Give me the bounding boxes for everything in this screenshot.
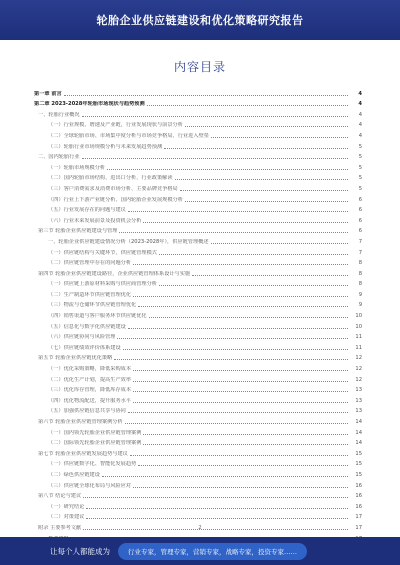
toc-entry-page: 7 (358, 249, 362, 256)
toc-leader-dots (128, 411, 348, 413)
toc-entry-text: 第八节 结论与建议 (38, 493, 82, 500)
toc-entry[interactable] (34, 224, 362, 235)
toc-entry[interactable] (34, 383, 362, 394)
toc-entry[interactable] (34, 308, 362, 319)
toc-leader-dots (133, 390, 348, 392)
toc-leader-dots (164, 147, 348, 149)
footer-brand-text: 让每个人都能成为 (50, 546, 110, 556)
toc-leader-dots (211, 242, 348, 244)
toc-entry-page: 6 (358, 196, 362, 203)
toc-entry-text: （一）供应链结构与关键环节，供应链管理模式 (48, 249, 157, 256)
toc-entry[interactable] (34, 425, 362, 436)
toc-leader-dots (138, 464, 348, 466)
toc-entry[interactable] (34, 499, 362, 510)
toc-entry[interactable] (34, 404, 362, 415)
toc-entry-text: （一）研究结论 (48, 503, 85, 510)
toc-leader-dots (147, 104, 348, 106)
toc-entry[interactable] (34, 414, 362, 425)
toc-entry-page: 13 (355, 408, 362, 415)
toc-entry[interactable] (34, 467, 362, 478)
toc-leader-dots (133, 369, 348, 371)
toc-entry-text: （六）供应链协同与风险管理 (48, 334, 116, 341)
toc-entry[interactable] (34, 510, 362, 521)
toc-entry-text: 二、国内轮胎行业 (38, 154, 80, 161)
toc-leader-dots (102, 475, 348, 477)
toc-leader-dots (159, 284, 348, 286)
toc-leader-dots (143, 433, 348, 435)
toc-entry-page: 8 (358, 281, 362, 288)
toc-leader-dots (211, 136, 348, 138)
toc-entry-page: 4 (358, 101, 362, 108)
toc-heading: 内容目录 (173, 60, 226, 74)
toc-entry[interactable] (34, 150, 362, 161)
toc-entry-page: 4 (358, 111, 362, 118)
toc-entry-page: 17 (355, 524, 362, 531)
toc-entry[interactable] (34, 266, 362, 277)
toc-entry[interactable] (34, 128, 362, 139)
toc-entry-page: 8 (358, 270, 362, 277)
toc-leader-dots (82, 157, 348, 159)
toc-entry-text: 第四节 轮胎企业供应链建设路径，企业供应链管理体系设计与实施 (38, 270, 191, 277)
toc-leader-dots (138, 305, 348, 307)
toc-entry-text: （三）客户消费需求及消费市场分析、主要品牌竞争格局 (48, 185, 178, 192)
toc-entry-page: 15 (355, 471, 362, 478)
toc-leader-dots (130, 454, 348, 456)
toc-entry-text: （一）轮胎市场规模分析 (48, 164, 106, 171)
toc-entry[interactable] (34, 372, 362, 383)
toc-entry-page: 12 (355, 366, 362, 373)
toc-entry[interactable] (34, 181, 362, 192)
toc-entry[interactable] (34, 86, 362, 97)
toc-entry-text: （四）行业上下游产业链分析、国内轮胎企业发展规模分析 (48, 196, 183, 203)
toc-leader-dots (119, 231, 348, 233)
toc-leader-dots (192, 274, 348, 276)
toc-entry-text: （一）供应链上游原材料采购与供应商管理分析 (48, 281, 157, 288)
toc-entry-text: （二）国内轮胎市场结构、进出口分析、行业政策解读 (48, 175, 173, 182)
toc-entry[interactable] (34, 118, 362, 129)
toc-entry-text: （一）行业规模、增速及产业链，行业发展现状与前景分析 (48, 122, 183, 129)
toc-entry-text: （三）轮胎行业市场规模分析与未来发展趋势预测 (48, 143, 163, 150)
toc-entry-page: 7 (358, 238, 362, 245)
toc-entry-text: （二）全球轮胎市场、市场集中度分析与市场竞争格局、行业进入壁垒 (48, 132, 209, 139)
toc-leader-dots (149, 316, 348, 318)
toc-entry-page: 4 (358, 122, 362, 129)
toc-leader-dots (123, 348, 348, 350)
toc-entry-text: （六）行业未来发展前景及投资机会分析 (48, 217, 142, 224)
toc-entry-page: 5 (358, 175, 362, 182)
toc-entry-page: 10 (355, 323, 362, 330)
toc-leader-dots (133, 401, 348, 403)
toc-entry[interactable] (34, 245, 362, 256)
toc-entry[interactable] (34, 107, 362, 118)
page-number: 2 (198, 525, 202, 531)
toc-entry-page: 14 (355, 419, 362, 425)
toc-entry-text: （一）国内领先轮胎企业供应链管理案例 (48, 429, 142, 436)
toc-entry-page: 8 (358, 260, 362, 267)
toc-entry-text: （三）物流与仓储环节供应链管理优化 (48, 302, 137, 309)
toc-leader-dots (143, 443, 348, 445)
toc-entry-page: 5 (358, 185, 362, 192)
toc-entry-text: （二）供应链管理中存在的问题分析 (48, 260, 132, 267)
toc-entry-page: 5 (358, 143, 362, 150)
toc-entry-text: 第七节 轮胎企业供应链发展趋势与建议 (38, 450, 128, 457)
toc-entry[interactable] (34, 457, 362, 468)
toc-leader-dots (175, 178, 348, 180)
toc-leader-dots (107, 168, 348, 170)
toc-entry-page: 6 (358, 217, 362, 224)
toc-leader-dots (117, 337, 348, 339)
toc-entry-text: （一）供应链数字化、智能化发展趋势 (48, 461, 137, 468)
toc-entry-page: 16 (355, 503, 362, 510)
toc-entry-text: （四）优化物流配送，提升服务水平 (48, 397, 132, 404)
toc-leader-dots (185, 125, 348, 127)
footer-tagline-badge: 行业专家，管理专家，营销专家，战略专家，投资专家…… (118, 543, 307, 560)
toc-entry-text: （二）绿色供应链建设 (48, 471, 100, 478)
toc-entry[interactable] (34, 489, 362, 500)
toc-entry-text: （五）加强供应链信息共享与协同 (48, 408, 126, 415)
toc-entry-page: 9 (358, 302, 362, 309)
toc-leader-dots (185, 200, 348, 202)
toc-entry-page: 16 (355, 482, 362, 489)
toc-entry-text: 一、轮胎行业概况 (38, 111, 80, 118)
toc-entry-text: 一、轮胎企业供应链建设情况分析（2023-2028年），供应链管理概述 (48, 238, 209, 245)
toc-entry[interactable] (34, 446, 362, 457)
toc-entry[interactable] (34, 97, 362, 108)
toc-entry-text: 第三节 轮胎企业供应链建设与管理 (38, 228, 118, 235)
toc-entry-text: 第五节 轮胎企业供应链优化策略 (38, 355, 113, 362)
toc-entry-page: 6 (358, 228, 362, 235)
toc-leader-dots (86, 507, 348, 509)
toc-entry-page: 12 (355, 376, 362, 383)
toc-entry-text: （五）行业发展存在的问题与建议 (48, 207, 126, 214)
toc-leader-dots (143, 221, 348, 223)
toc-entry-page: 12 (355, 355, 362, 362)
toc-leader-dots (86, 517, 348, 519)
toc-entry[interactable] (34, 351, 362, 362)
toc-entry-page: 13 (355, 387, 362, 394)
toc-entry[interactable] (34, 478, 362, 489)
toc-entry-text: （二）生产制造环节供应链管理优化 (48, 291, 132, 298)
toc-leader-dots (64, 94, 348, 96)
toc-entry-page: 16 (355, 493, 362, 500)
toc-entry[interactable] (34, 277, 362, 288)
toc-entry[interactable] (34, 330, 362, 341)
toc-entry-text: （二）对策建议 (48, 514, 85, 521)
toc-leader-dots (83, 496, 348, 498)
toc-leader-dots (180, 189, 348, 191)
toc-entry-page: 10 (355, 313, 362, 320)
toc-leader-dots (125, 422, 348, 424)
toc-entry[interactable] (34, 213, 362, 224)
toc-entry-text: （五）信息化与数字化供应链建设 (48, 323, 126, 330)
report-title: 轮胎企业供应链建设和优化策略研究报告 (96, 14, 304, 27)
toc-entry-text: 第二章 2023-2028年轮胎市场现状与趋势预测 (34, 101, 145, 108)
toc-entry-text: （三）供应链全球化布局与风险应对 (48, 482, 132, 489)
toc-entry-page: 5 (358, 164, 362, 171)
toc-entry[interactable] (34, 160, 362, 171)
toc-entry-page: 13 (355, 397, 362, 404)
toc-leader-dots (133, 295, 348, 297)
toc-leader-dots (128, 327, 348, 329)
toc-leader-dots (133, 263, 348, 265)
toc-entry[interactable] (34, 171, 362, 182)
toc-entry-text: （七）供应链绩效评价体系建设 (48, 344, 121, 351)
toc-entry-page: 15 (355, 450, 362, 457)
toc-leader-dots (133, 486, 348, 488)
toc-entry-page: 4 (358, 132, 362, 139)
toc-entry[interactable] (34, 319, 362, 330)
toc-entry[interactable] (34, 203, 362, 214)
toc-entry-text: （二）优化生产计划，提高生产效率 (48, 376, 132, 383)
toc-entry[interactable] (34, 234, 362, 245)
toc-entry-page: 14 (355, 440, 362, 447)
table-of-contents (34, 86, 362, 542)
toc-leader-dots (128, 210, 348, 212)
toc-entry-text: （二）国际领先轮胎企业供应链管理案例 (48, 440, 142, 447)
toc-entry-page: 4 (358, 90, 362, 97)
toc-leader-dots (82, 115, 348, 117)
toc-entry-text: 第一章 前言 (34, 90, 62, 97)
toc-entry-page: 11 (355, 344, 362, 351)
toc-entry[interactable] (34, 361, 362, 372)
toc-entry-text: 第六节 轮胎企业供应链管理案例分析 (38, 419, 123, 425)
toc-entry-page: 5 (358, 154, 362, 161)
toc-entry[interactable] (34, 393, 362, 404)
toc-entry[interactable] (34, 436, 362, 447)
toc-entry[interactable] (34, 139, 362, 150)
toc-leader-dots (133, 380, 348, 382)
toc-entry-page: 6 (358, 207, 362, 214)
toc-entry-page: 11 (355, 334, 362, 341)
page-footer (0, 537, 400, 565)
toc-entry[interactable] (34, 298, 362, 309)
toc-entry-page: 15 (355, 461, 362, 468)
toc-entry[interactable] (34, 192, 362, 203)
toc-entry-page: 14 (355, 429, 362, 436)
toc-leader-dots (159, 253, 348, 255)
toc-entry-text: 附录 主要参考文献 (38, 524, 82, 531)
toc-entry-text: （三）优化库存管理，降低库存成本 (48, 387, 132, 394)
toc-entry[interactable] (34, 287, 362, 298)
toc-entry[interactable] (34, 340, 362, 351)
toc-entry-page: 17 (355, 514, 362, 521)
toc-entry-page: 9 (358, 291, 362, 298)
page-header (0, 0, 400, 40)
toc-entry[interactable] (34, 256, 362, 267)
toc-entry-text: （一）优化采购策略，降低采购成本 (48, 366, 132, 373)
toc-entry-text: （四）销售渠道与客户服务环节供应链优化 (48, 313, 147, 320)
toc-leader-dots (114, 358, 348, 360)
